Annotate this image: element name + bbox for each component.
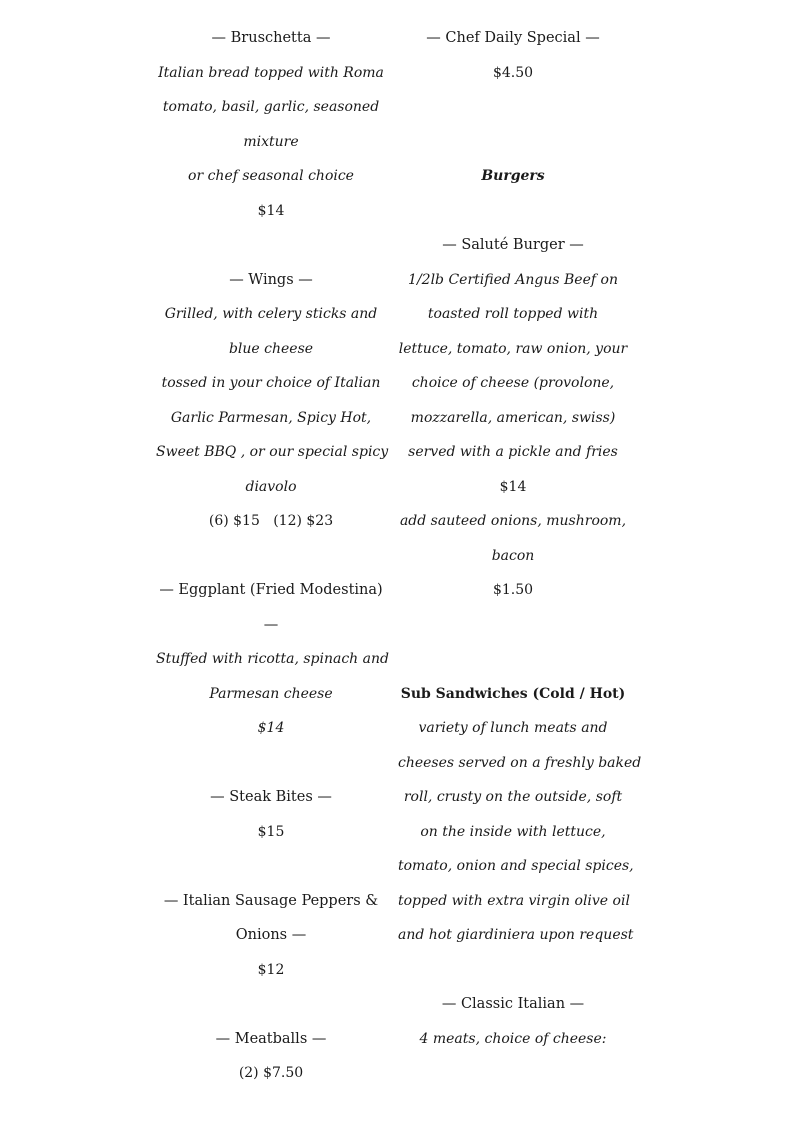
item-description: Stuffed with ricotta, spinach and <box>156 651 389 667</box>
item-description: lettuce, tomato, raw onion, your <box>398 340 628 357</box>
item-price: $12 <box>257 961 285 978</box>
item-description: tomato, onion and special spices, <box>398 858 634 874</box>
left-menu-column <box>156 21 389 1091</box>
item-description: Italian bread topped with Roma <box>158 64 384 81</box>
item-description: choice of cheese (provolone, <box>411 375 615 391</box>
item-description: served with a pickle and fries <box>408 444 618 460</box>
item-title: — Bruschetta — <box>211 30 331 46</box>
item-description: or chef seasonal choice <box>188 168 354 184</box>
section-sub-sandwiches <box>398 677 642 953</box>
item-description: diavolo <box>245 478 297 495</box>
item-description: blue cheese <box>228 340 314 357</box>
right-menu-column <box>398 21 642 1056</box>
item-description: mixture <box>243 133 299 150</box>
item-title: — <box>263 616 279 633</box>
item-description: tossed in your choice of Italian <box>161 375 381 391</box>
item-title: Onions — <box>235 927 307 943</box>
menu-item-wings <box>156 263 389 539</box>
section-heading-burgers: Burgers <box>481 168 545 184</box>
item-description: tomato, basil, garlic, seasoned <box>162 99 380 115</box>
item-addon-price: $1.50 <box>492 582 534 598</box>
item-price: $4.50 <box>492 64 534 81</box>
item-description: Sweet BBQ , or our special spicy <box>156 444 389 460</box>
item-price: $14 <box>257 720 285 736</box>
item-description: cheeses served on a freshly baked <box>398 754 642 771</box>
item-title: — Eggplant (Fried Modestina) <box>159 582 383 598</box>
item-description: roll, crusty on the outside, soft <box>403 789 623 805</box>
menu-item-salute-burger <box>398 228 628 608</box>
menu-item-meatballs <box>156 1022 386 1091</box>
item-title: — Chef Daily Special — <box>426 30 600 46</box>
item-description: Grilled, with celery sticks and <box>164 306 378 322</box>
item-description: Parmesan cheese <box>209 685 333 702</box>
item-title: — Italian Sausage Peppers & <box>163 892 379 909</box>
item-description: on the inside with lettuce, <box>420 823 606 840</box>
item-addon: add sauteed onions, mushroom, <box>399 513 627 529</box>
item-price: $14 <box>499 478 527 495</box>
item-title: — Steak Bites — <box>210 789 332 805</box>
item-price: (2) $7.50 <box>238 1065 304 1081</box>
menu-item-eggplant <box>156 573 389 746</box>
item-description: mozzarella, american, swiss) <box>410 409 616 426</box>
menu-item-chef-daily-special <box>398 21 628 90</box>
item-description: Garlic Parmesan, Spicy Hot, <box>170 409 372 426</box>
item-title: — Meatballs — <box>215 1030 327 1047</box>
item-description: 4 meats, choice of cheese: <box>419 1030 607 1047</box>
menu-item-steak-bites <box>156 780 386 849</box>
item-addon: bacon <box>491 547 535 564</box>
menu-item-bruschetta <box>156 21 386 228</box>
item-title: — Wings — <box>229 271 313 288</box>
menu-item-italian-sausage <box>156 884 386 988</box>
item-price: $14 <box>257 202 285 219</box>
item-description: topped with extra virgin olive oil <box>398 892 630 909</box>
item-description: and hot giardiniera upon request <box>398 927 634 943</box>
item-title: — Saluté Burger — <box>442 237 584 253</box>
item-title: — Classic Italian — <box>441 996 585 1012</box>
item-description: variety of lunch meats and <box>418 720 608 736</box>
section-heading-subs: Sub Sandwiches (Cold / Hot) <box>400 685 626 702</box>
item-price: $15 <box>257 823 285 840</box>
item-description: 1/2lb Certified Angus Beef on <box>408 271 618 288</box>
item-description: toasted roll topped with <box>427 306 599 322</box>
item-price: (6) $15 (12) $23 <box>208 513 334 529</box>
menu-item-classic-italian <box>398 987 628 1056</box>
